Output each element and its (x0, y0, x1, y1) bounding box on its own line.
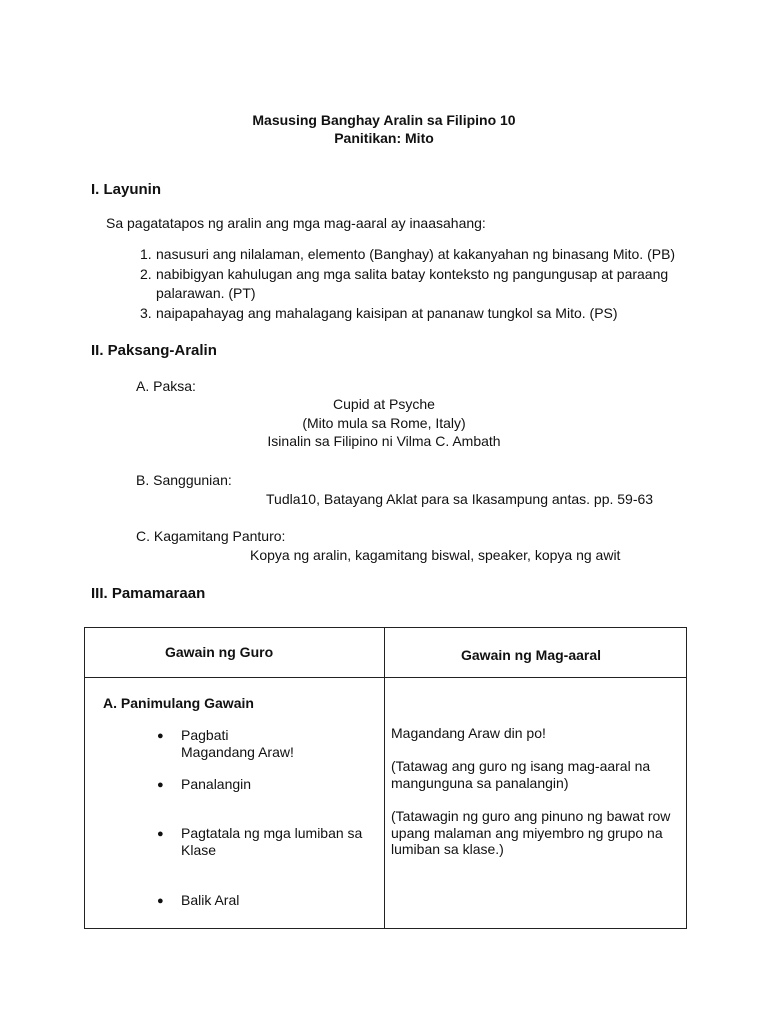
response-text: upang malaman ang miyembro ng grupo na (391, 824, 663, 841)
objective-number: 3. (140, 304, 152, 321)
response-item (391, 725, 546, 742)
objective-text: nabibigyan kahulugan ang mga salita batay konteksto ng pangungusap at paraang (156, 265, 669, 282)
kagamitan-label: C. Kagamitang Panturo: (136, 528, 286, 544)
table-row (85, 678, 687, 929)
list-item-text: Panalangin (181, 776, 252, 792)
document-title: Masusing Banghay Aralin sa Filipino 10 (252, 112, 516, 128)
list-item (181, 776, 251, 793)
objective-number: 1. (140, 246, 152, 262)
response-item (391, 808, 670, 858)
list-item-text: Pagbati (181, 727, 229, 743)
list-item (181, 825, 362, 858)
bullet-icon: ● (157, 779, 164, 791)
table-header-cell (85, 628, 385, 678)
bullet-icon: ● (157, 828, 164, 840)
section-heading-pamamaraan: III. Pamamaraan (91, 585, 206, 602)
list-item (181, 727, 294, 760)
section-heading-paksang-aralin: II. Paksang-Aralin (91, 342, 217, 359)
sanggunian-label: B. Sanggunian: (136, 472, 232, 488)
table-cell-magaaral (385, 678, 687, 929)
response-text: lumiban sa klase.) (391, 841, 504, 857)
paksa-translator: Isinalin sa Filipino ni Vilma C. Ambath (267, 433, 501, 449)
document-subtitle: Panitikan: Mito (334, 130, 434, 146)
response-text: Magandang Araw din po! (391, 725, 546, 741)
paksa-origin: (Mito mula sa Rome, Italy) (302, 414, 466, 431)
response-text: mangunguna sa panalangin) (391, 774, 569, 791)
table-header-row (85, 628, 687, 678)
column-header-guro: Gawain ng Guro (165, 644, 274, 660)
panimulang-gawain-heading: A. Panimulang Gawain (103, 695, 254, 711)
column-header-magaaral: Gawain ng Mag-aaral (461, 647, 602, 663)
lesson-procedure-table (84, 627, 687, 929)
objective-item-3 (140, 304, 618, 324)
table-header-cell (385, 628, 687, 678)
list-item (181, 892, 239, 909)
list-item-text: Pagtatala ng mga lumiban sa (181, 825, 363, 841)
bullet-icon: ● (157, 730, 164, 742)
objective-item-1 (140, 245, 675, 265)
objective-text: naipapahayag ang mahalagang kaisipan at pananaw tungkol sa Mito. (PS) (156, 304, 618, 321)
sanggunian-text: Tudla10, Batayang Aklat para sa Ikasampung antas. pp. 59-63 (266, 491, 654, 507)
objective-text: nasusuri ang nilalaman, elemento (Banghay) at kakanyahan ng binasang Mito. (PB) (156, 246, 676, 262)
response-item (391, 758, 650, 791)
list-item-subtext: Magandang Araw! (181, 743, 294, 760)
bullet-icon: ● (157, 895, 164, 907)
table-cell-guro (85, 678, 385, 929)
objective-number: 2. (140, 265, 152, 282)
paksa-title: Cupid at Psyche (333, 396, 435, 412)
list-item-text: Balik Aral (181, 892, 240, 908)
section-heading-layunin: I. Layunin (91, 181, 162, 198)
list-item-subtext: Klase (181, 841, 217, 858)
objective-item-2 (140, 265, 668, 304)
paksa-label: A. Paksa: (136, 378, 196, 394)
objective-text-continued: palarawan. (PT) (156, 285, 256, 301)
response-text: (Tatawagin ng guro ang pinuno ng bawat row (391, 808, 671, 824)
kagamitan-text: Kopya ng aralin, kagamitang biswal, speaker, kopya ng awit (250, 547, 621, 563)
layunin-intro: Sa pagatatapos ng aralin ang mga mag-aaral ay inaasahang: (106, 215, 486, 231)
response-text: (Tatawag ang guro ng isang mag-aaral na (391, 758, 651, 774)
